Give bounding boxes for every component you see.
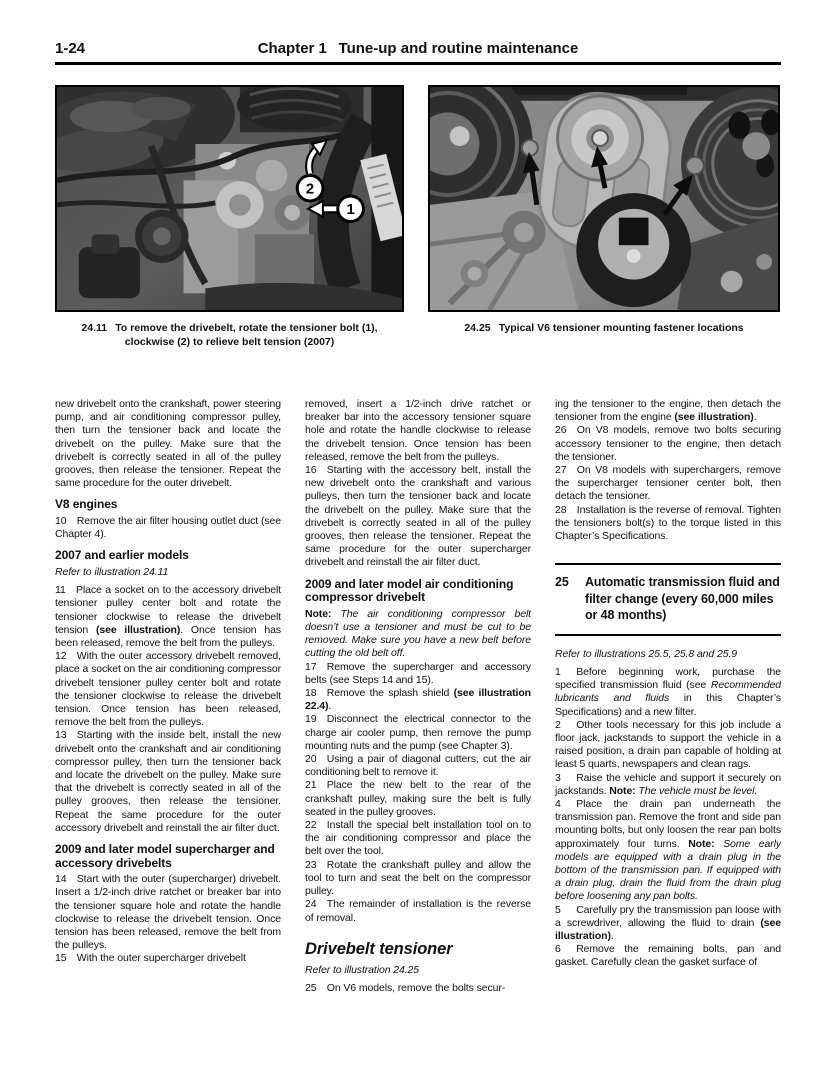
callout-label-1: 1 [346, 202, 355, 219]
paragraph-step10: 10 Remove the air filter housing outlet duct (see Chapter 4). [55, 515, 281, 541]
subheading-2007-earlier: 2007 and earlier models [55, 548, 189, 563]
paragraph-step27: 27 On V8 models with superchargers, remove the supercharger tensioner center bolt, then detach the tensioner. [555, 464, 781, 503]
engine-bay-illustration [57, 87, 402, 310]
paragraph-step3: 3 Raise the vehicle and support it securely on jackstands. Note: The vehicle must be level. [555, 771, 781, 797]
section-title: Automatic transmission fluid and filter change (every 60,000 miles or 48 months) [585, 575, 780, 623]
refer-line-25: Refer to illustrations 25.5, 25.8 and 25.9 [555, 647, 738, 660]
caption-24-25: 24.25 Typical V6 tensioner mounting fastener locations [464, 322, 744, 334]
refer-line-24-11: Refer to illustration 24.11 [55, 566, 169, 579]
paragraph-step20: 20 Using a pair of diagonal cutters, cut the air conditioning belt to remove it. [305, 753, 531, 779]
paragraph-step1: 1 Before beginning work, purchase the specified transmission fluid (see Recommended lubricants and fluids in this Chapter’s Specifications) and a new filter. [555, 665, 781, 718]
paragraph-step11: 11 Place a socket on to the accessory drivebelt tensioner pulley center bolt and rotate the tensioner clockwise to release the drivebelt tension (see illustration). Once tension has been released, remove the belt from the pulleys. [55, 584, 281, 650]
paragraph-step6: 6 Remove the remaining bolts, pan and gasket. Carefully clean the gasket surface of [555, 943, 781, 969]
paragraph-step23: 23 Rotate the crankshaft pulley and allow the tool to turn and seat the belt on the compressor pulley. [305, 858, 531, 898]
paragraph-step22: 22 Install the special belt installation tool on to the air conditioning compressor and place the belt over the tool. [305, 819, 531, 858]
paragraph-step17: 17 Remove the supercharger and accessory belts (see Steps 14 and 15). [305, 660, 531, 686]
subheading-2009-supercharger: 2009 and later model supercharger and accessory drivebelts [55, 842, 275, 870]
paragraph-step16: 16 Starting with the accessory belt, install the new drivebelt onto the crankshaft and various pulleys, then turn the tensioner back and locate the drivebelt on the pulley. Make sure that the drivebelt is correctly seated in all of the pulley grooves, then release the tensioner. Repeat the same procedure for the outer supercharger drivebelt and reinstall the air filter duct. [305, 464, 531, 569]
text-column-1 [55, 398, 281, 1066]
text-column-2 [305, 398, 531, 1066]
chapter-title: Chapter 1 Tune-up and routine maintenance [257, 40, 579, 57]
paragraph-step24: 24 The remainder of installation is the reverse of removal. [305, 898, 531, 924]
refer-line-24-25: Refer to illustration 24.25 [305, 963, 420, 976]
heading-drivebelt-tensioner: Drivebelt tensioner [305, 939, 453, 958]
photo-24-11 [55, 85, 404, 312]
paragraph-step4: 4 Place the drain pan underneath the transmission pan. Remove the front and side pan mounting bolts, but only loosen the rear pan bolts approximately four turns. Note: Some early models are equipped with a drain plug in the bottom of the transmission pan. If equipped with a drain plug, drain the fluid from the drain plug before loosening any pan bolts. [555, 797, 781, 903]
subheading-v8-engines: V8 engines [55, 497, 118, 512]
paragraph-step5: 5 Carefully pry the transmission pan loose with a screwdriver, allowing the fluid to drain (see illustration). [555, 903, 781, 942]
header-rule [55, 62, 781, 65]
paragraph-note-ac-belt: Note: The air conditioning compressor belt doesn’t use a tensioner and must be cut to be removed. Make sure you have a new belt before cutting the old belt off. [305, 607, 531, 660]
subheading-2009-ac-compressor: 2009 and later model air conditioning compressor drivebelt [305, 576, 514, 605]
paragraph-step13: 13 Starting with the inside belt, install the new drivebelt onto the crankshaft and air conditioning compressor pulley, then turn the tensioner back and locate the drivebelt on the pulley. Make sure that the drivebelt is correctly seated in all of the pulley grooves, then release the tensioner. Repeat the same procedure for the outer accessory drivebelt and reinstall the air filter duct. [55, 729, 281, 834]
paragraph-step25: 25 On V6 models, remove the bolts secur- [305, 981, 506, 994]
paragraph-step12: 12 With the outer accessory drivebelt removed, place a socket on the air conditioning compressor drivebelt tensioner pulley center bolt and rotate the tensioner clockwise to release the drivebelt tension. Once tension has been released, remove the belt from the pulleys. [55, 650, 281, 729]
tensioner-illustration [430, 87, 778, 310]
caption-24-11: 24.11 To remove the drivebelt, rotate the tensioner bolt (1), clockwise (2) to relieve belt tension (2007) [81, 322, 378, 348]
paragraph-step15: 15 With the outer supercharger drivebelt [55, 952, 246, 965]
paragraph-step26: 26 On V8 models, remove two bolts securing accessory tensioner to the engine, then detach the tensioner. [555, 424, 781, 463]
paragraph-step15-continued: removed, insert a 1/2-inch drive ratchet or breaker bar into the accessory tensioner square hole and rotate the handle clockwise to release the drivebelt tension. Once tension has been released, remove the belt from the pulleys. [305, 398, 531, 463]
photo-24-25 [428, 85, 780, 312]
section-number: 25 [555, 575, 569, 590]
paragraph-step14: 14 Start with the outer (supercharger) drivebelt. Insert a 1/2-inch drive ratchet or breaker bar into the tensioner square hole and rotate the handle clockwise to release the drivebelt tension. Once tension has been released, remove the belt from the pulleys. [55, 873, 281, 952]
text-column-3 [555, 398, 781, 1066]
paragraph-step28: 28 Installation is the reverse of removal. Tighten the tensioners bolt(s) to the torque listed in this Chapter’s Specifications. [555, 503, 781, 543]
paragraph-step9-continued: new drivebelt onto the crankshaft, power steering pump, and air conditioning compressor pulley, then turn the tensioner back and locate the drivebelt on the pulley. Make sure that the drivebelt is correctly seated in all of the pulley grooves, then release the tensioner. Repeat the same procedure for the outer drivebelt. [55, 398, 281, 490]
callout-circle-1 [338, 196, 364, 222]
paragraph-step18: 18 Remove the splash shield (see illustration 22.4). [305, 687, 531, 713]
page-content [55, 0, 781, 1066]
callout-label-2: 2 [305, 181, 315, 198]
section-heading-25 [555, 563, 781, 636]
paragraph-step19: 19 Disconnect the electrical connector to the charge air cooler pump, then remove the pump mounting nuts and the pump (see Chapter 3). [305, 713, 531, 752]
page-number: 1-24 [55, 40, 86, 57]
paragraph-step25-continued: ing the tensioner to the engine, then detach the tensioner from the engine (see illustration). [555, 398, 781, 424]
paragraph-step2: 2 Other tools necessary for this job include a floor jack, jackstands to support the vehicle in a raised position, a drain pan capable of holding at least 5 quarts, newspapers and clean rags. [555, 718, 781, 771]
paragraph-step21: 21 Place the new belt to the rear of the crankshaft pulley, making sure the belt is fully seated in the pulley grooves. [305, 779, 531, 818]
callout-circle-2 [297, 175, 323, 201]
